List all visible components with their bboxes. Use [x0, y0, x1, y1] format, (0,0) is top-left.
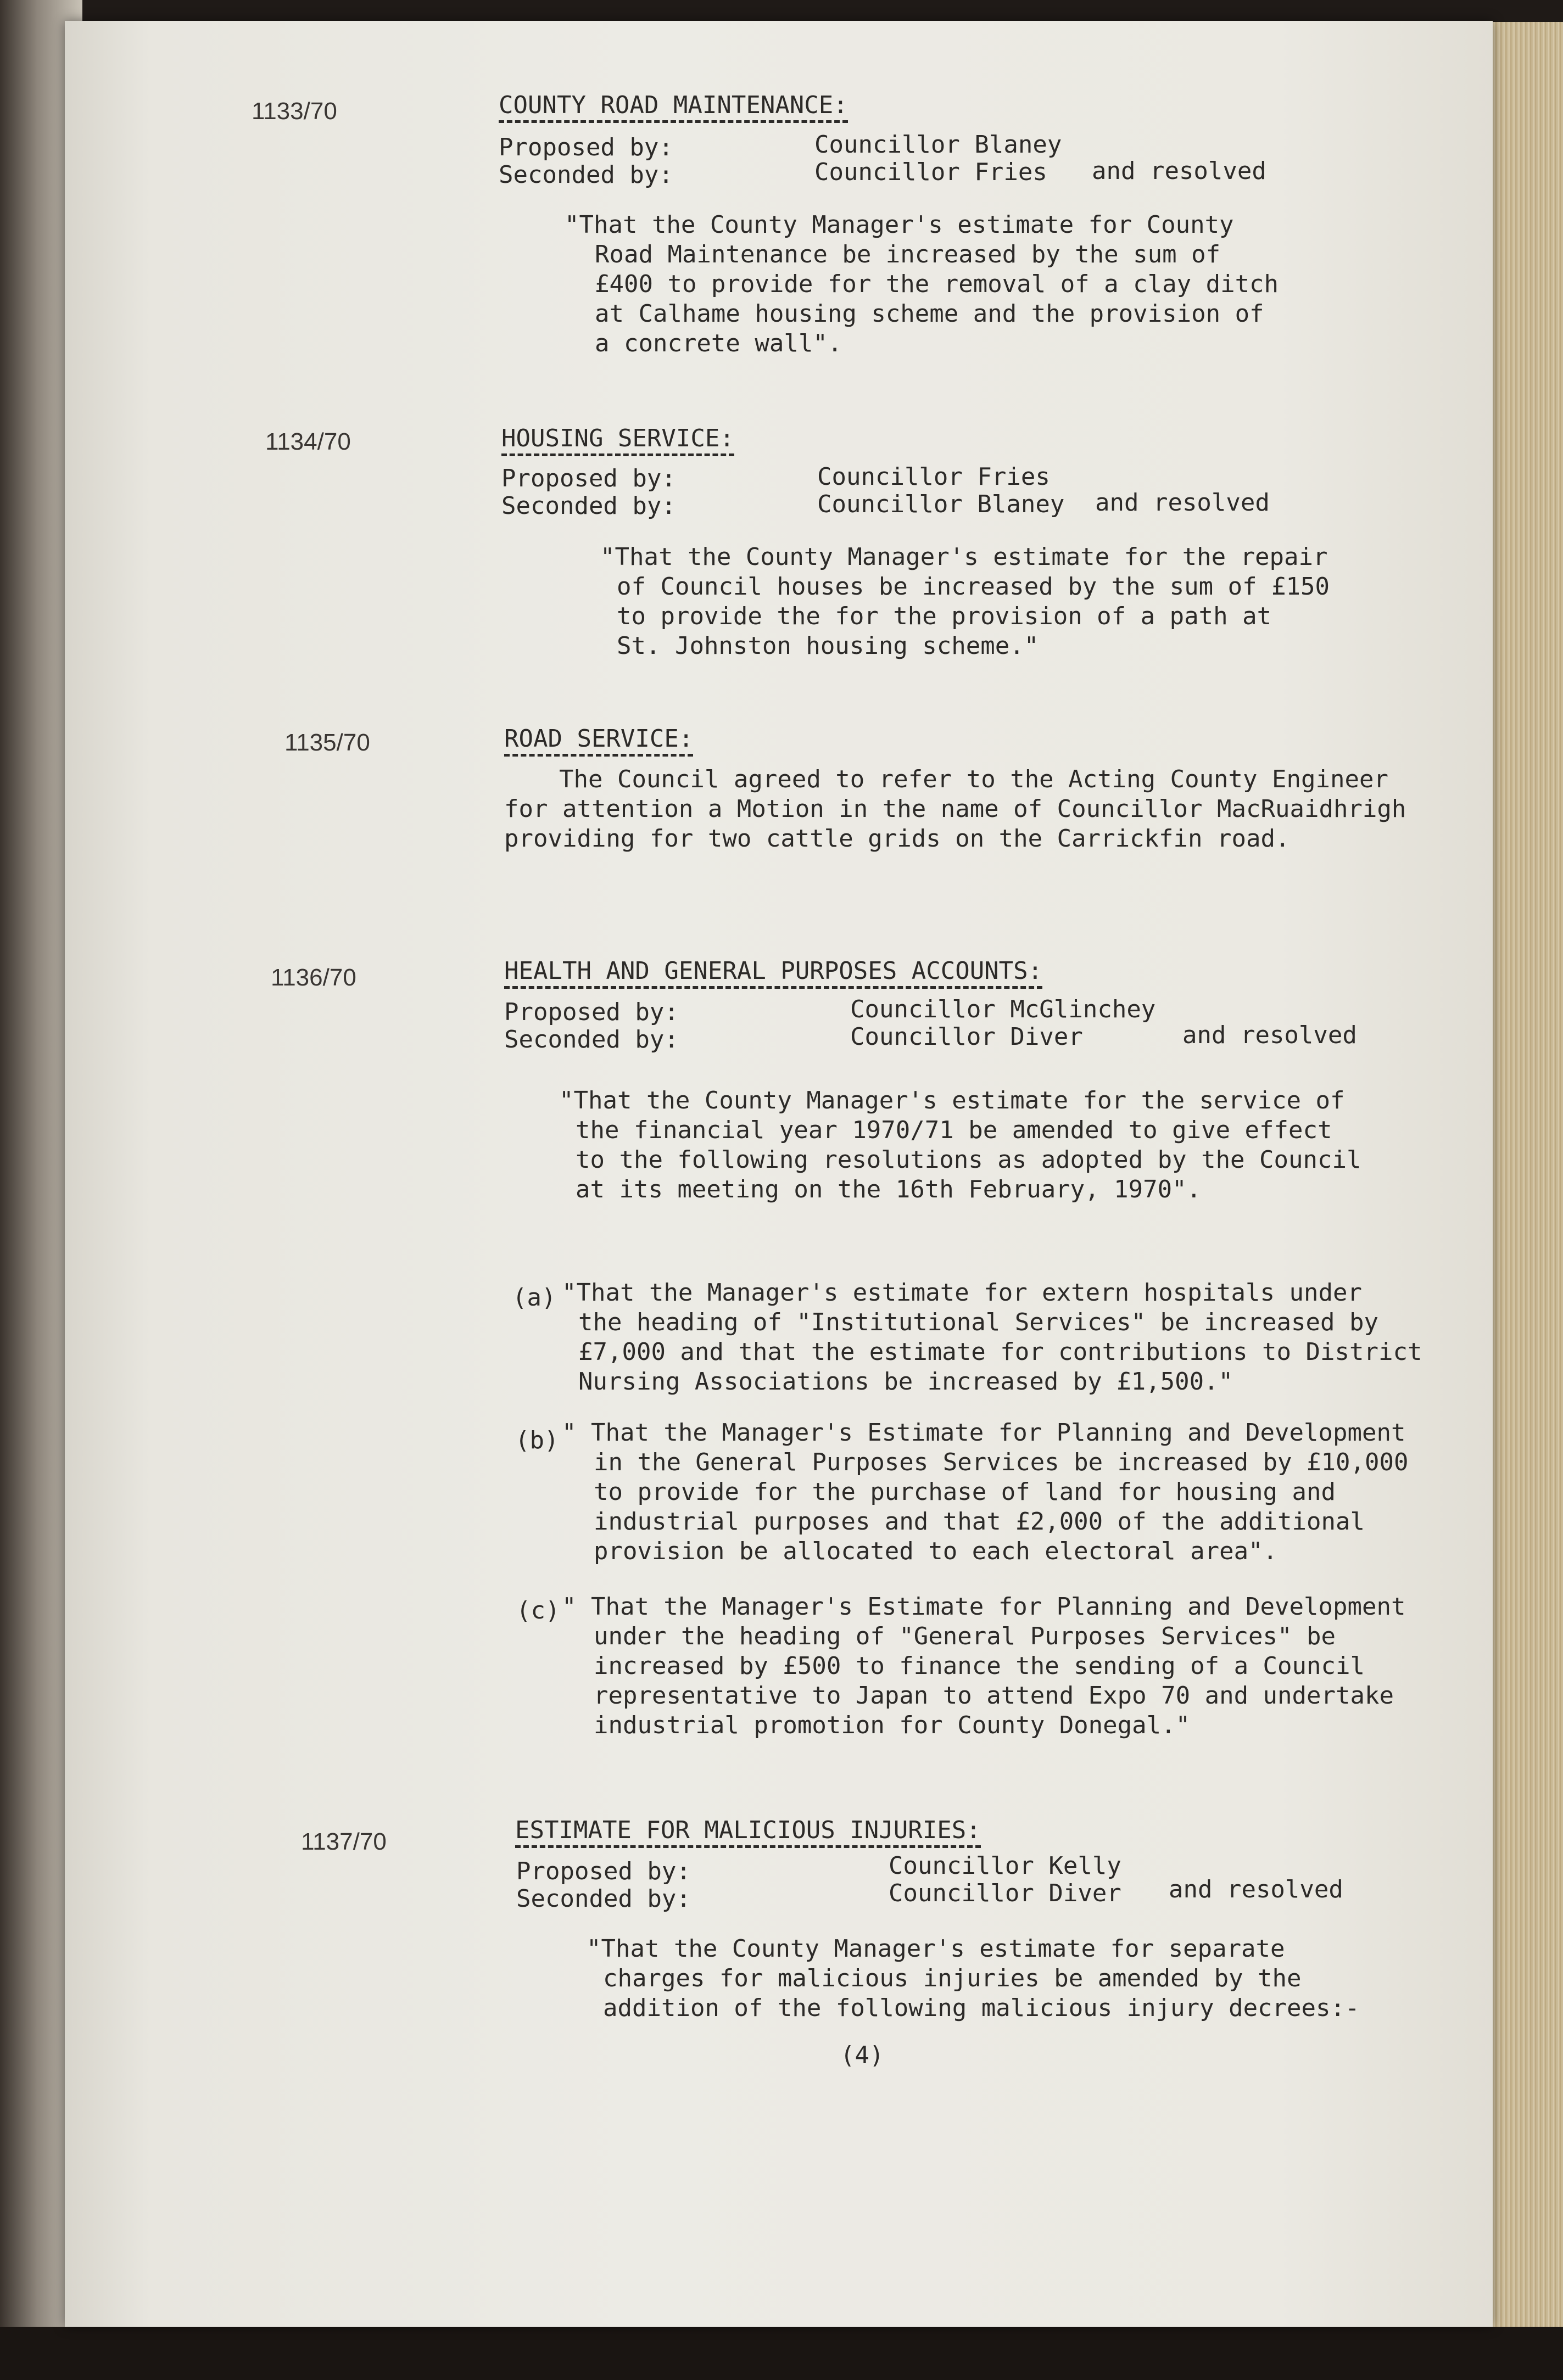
resolution-text: "That the County Manager's estimate for the repair of Council houses be increased by the sum of £150 to provide the for the provision of a path at St. Johnston housing scheme." — [600, 543, 1330, 660]
subitem-label: (b) — [515, 1426, 559, 1454]
minute-number: 1135/70 — [284, 729, 370, 756]
section-heading: HOUSING SERVICE: — [501, 424, 734, 456]
seconded-label: Seconded by: — [499, 161, 673, 189]
proposed-label: Proposed by: — [516, 1857, 691, 1885]
resolution-text: The Council agreed to refer to the Acting County Engineer for attention a Motion in the name of Councillor MacRuaidhrigh providing for two cattle grids on the Carrickfin road. — [504, 765, 1406, 853]
seconder-name: Councillor Fries — [814, 158, 1047, 186]
seconder-name: Councillor Diver — [850, 1023, 1083, 1051]
page-number: (4) — [840, 2041, 884, 2069]
minute-number: 1136/70 — [271, 964, 356, 991]
proposer-name: Councillor McGlinchey — [850, 995, 1156, 1023]
minute-number: 1137/70 — [301, 1828, 387, 1855]
section-heading: COUNTY ROAD MAINTENANCE: — [499, 91, 848, 123]
resolution-text: "That the County Manager's estimate for the service of the financial year 1970/71 be amended to give effect to the following resolutions as adopted by the Council at its meeting on the 16th February, 1970". — [559, 1087, 1361, 1203]
proposer-name: Councillor Kelly — [889, 1852, 1121, 1880]
seconder-name: Councillor Blaney — [817, 490, 1065, 518]
resolved-text: and resolved — [1182, 1021, 1357, 1049]
resolved-text: and resolved — [1095, 489, 1270, 517]
subitem-text: "That the Manager's estimate for extern hospitals under the heading of "Institutional Services" be increased by £7,000 and that the estimate for contributions to District Nursing Associations be increased by £1,500." — [562, 1279, 1422, 1396]
section-heading: HEALTH AND GENERAL PURPOSES ACCOUNTS: — [504, 957, 1042, 989]
minute-number: 1134/70 — [265, 428, 351, 455]
section-heading: ESTIMATE FOR MALICIOUS INJURIES: — [515, 1816, 981, 1848]
seconder-name: Councillor Diver — [889, 1879, 1121, 1907]
proposed-label: Proposed by: — [499, 133, 673, 161]
proposed-label: Proposed by: — [504, 998, 679, 1026]
seconded-label: Seconded by: — [504, 1026, 679, 1054]
seconded-label: Seconded by: — [516, 1885, 691, 1913]
minutes-page — [65, 21, 1493, 2327]
subitem-label: (c) — [516, 1597, 560, 1625]
scan-background — [0, 2327, 1563, 2380]
subitem-text: " That the Manager's Estimate for Planning and Development in the General Purposes Services be increased by £10,000 to provide for the purchase of land for housing and industrial purposes and that £2,000 of the additional provision be allocated to each electoral area". — [562, 1419, 1409, 1565]
subitem-label: (a) — [512, 1284, 556, 1312]
proposer-name: Councillor Blaney — [814, 131, 1062, 159]
resolution-text: "That the County Manager's estimate for County Road Maintenance be increased by the sum of £400 to provide for the removal of a clay ditch at Calhame housing scheme and the provision of a concrete wall". — [565, 211, 1279, 357]
seconded-label: Seconded by: — [501, 492, 676, 520]
minute-number: 1133/70 — [252, 98, 337, 125]
resolved-text: and resolved — [1169, 1875, 1343, 1903]
subitem-text: " That the Manager's Estimate for Planning and Development under the heading of "General Purposes Services" be increased by £500 to finance the sending of a Council representative to Japan to attend Expo 70 and undertake industrial promotion for County Donegal." — [562, 1593, 1406, 1739]
proposer-name: Councillor Fries — [817, 463, 1050, 491]
proposed-label: Proposed by: — [501, 464, 676, 492]
page-edges — [1493, 22, 1563, 2344]
resolved-text: and resolved — [1092, 157, 1266, 185]
section-heading: ROAD SERVICE: — [504, 725, 693, 757]
resolution-text: "That the County Manager's estimate for separate charges for malicious injuries be amended by the addition of the following malicious injury decrees:- — [587, 1935, 1360, 2022]
